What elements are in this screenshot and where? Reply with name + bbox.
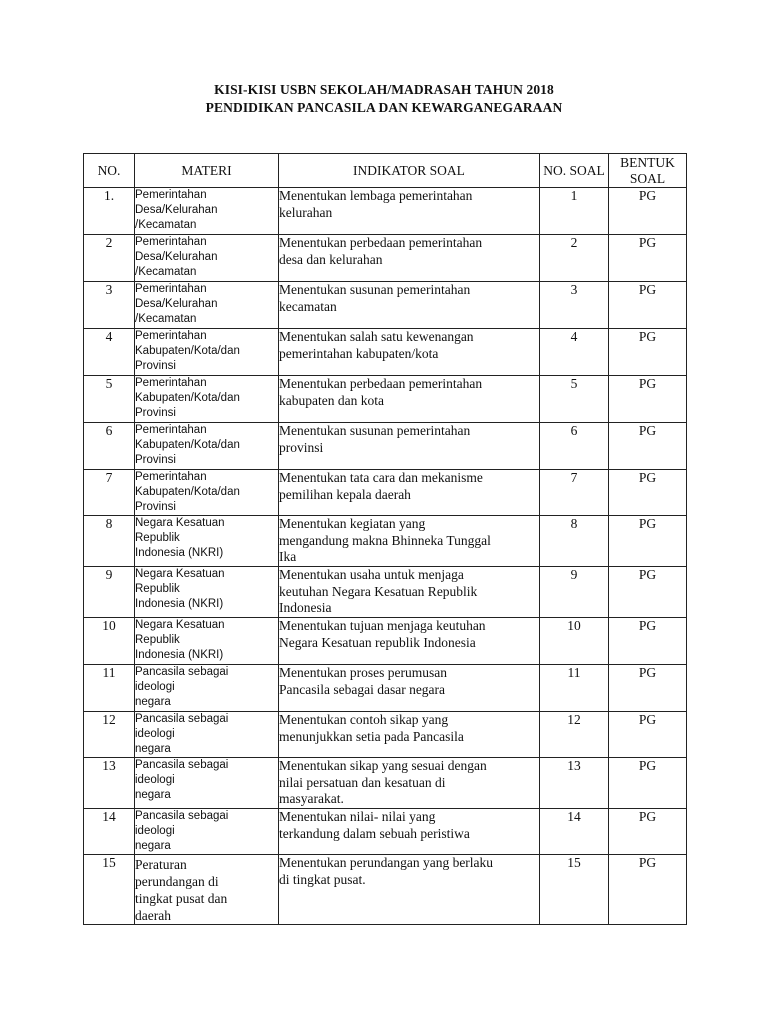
table-row xyxy=(84,855,687,925)
document-title-line1: KISI-KISI USBN SEKOLAH/MADRASAH TAHUN 2018 xyxy=(214,82,554,97)
cell-materi: Negara Kesatuan Republik Indonesia (NKRI) xyxy=(135,618,279,665)
cell-no: 13 xyxy=(84,758,135,809)
cell-no: 8 xyxy=(84,516,135,567)
cell-indikator: Menentukan usaha untuk menjaga keutuhan Negara Kesatuan Republik Indonesia xyxy=(279,567,540,618)
table-header-row xyxy=(84,154,687,188)
cell-indikator: Menentukan susunan pemerintahan provinsi xyxy=(279,423,540,470)
table-row xyxy=(84,758,687,809)
cell-indikator: Menentukan sikap yang sesuai dengan nilai persatuan dan kesatuan di masyarakat. xyxy=(279,758,540,809)
cell-no: 15 xyxy=(84,855,135,925)
cell-bentuk-soal: PG xyxy=(609,376,687,423)
document-title-line2: PENDIDIKAN PANCASILA DAN KEWARGANEGARAAN xyxy=(205,100,563,115)
cell-bentuk-soal: PG xyxy=(609,758,687,809)
table-row xyxy=(84,329,687,376)
table-row xyxy=(84,712,687,758)
cell-indikator: Menentukan nilai- nilai yang terkandung dalam sebuah peristiwa xyxy=(279,809,540,855)
cell-no: 3 xyxy=(84,282,135,329)
cell-materi: Peraturan perundangan di tingkat pusat dan daerah xyxy=(135,855,279,925)
cell-no: 1. xyxy=(84,188,135,235)
cell-bentuk-soal: PG xyxy=(609,188,687,235)
cell-no-soal: 7 xyxy=(540,470,609,516)
cell-indikator: Menentukan lembaga pemerintahan kelurahan xyxy=(279,188,540,235)
cell-no: 10 xyxy=(84,618,135,665)
cell-indikator: Menentukan salah satu kewenangan pemerintahan kabupaten/kota xyxy=(279,329,540,376)
cell-no: 5 xyxy=(84,376,135,423)
cell-no: 9 xyxy=(84,567,135,618)
cell-no-soal: 9 xyxy=(540,567,609,618)
cell-no-soal: 8 xyxy=(540,516,609,567)
cell-no-soal: 2 xyxy=(540,235,609,282)
cell-bentuk-soal: PG xyxy=(609,665,687,712)
cell-materi: Negara Kesatuan Republik Indonesia (NKRI) xyxy=(135,516,279,567)
cell-bentuk-soal: PG xyxy=(609,855,687,925)
cell-no-soal: 4 xyxy=(540,329,609,376)
cell-no-soal: 15 xyxy=(540,855,609,925)
table-row xyxy=(84,282,687,329)
cell-bentuk-soal: PG xyxy=(609,712,687,758)
cell-no: 12 xyxy=(84,712,135,758)
cell-no-soal: 5 xyxy=(540,376,609,423)
cell-materi: Pemerintahan Kabupaten/Kota/dan Provinsi xyxy=(135,376,279,423)
cell-bentuk-soal: PG xyxy=(609,567,687,618)
cell-bentuk-soal: PG xyxy=(609,809,687,855)
header-bentuk-soal: BENTUK SOAL xyxy=(609,154,687,188)
cell-indikator: Menentukan kegiatan yang mengandung makna Bhinneka Tunggal Ika xyxy=(279,516,540,567)
cell-indikator: Menentukan perundangan yang berlaku di tingkat pusat. xyxy=(279,855,540,925)
cell-materi: Pemerintahan Kabupaten/Kota/dan Provinsi xyxy=(135,423,279,470)
cell-bentuk-soal: PG xyxy=(609,423,687,470)
header-no-soal: NO. SOAL xyxy=(540,154,609,188)
cell-no-soal: 14 xyxy=(540,809,609,855)
cell-materi: Pancasila sebagai ideologi negara xyxy=(135,665,279,712)
cell-materi: Pancasila sebagai ideologi negara xyxy=(135,809,279,855)
table-row xyxy=(84,376,687,423)
cell-bentuk-soal: PG xyxy=(609,282,687,329)
table-row xyxy=(84,423,687,470)
cell-bentuk-soal: PG xyxy=(609,470,687,516)
cell-no-soal: 10 xyxy=(540,618,609,665)
cell-no-soal: 1 xyxy=(540,188,609,235)
cell-indikator: Menentukan contoh sikap yang menunjukkan setia pada Pancasila xyxy=(279,712,540,758)
table-row xyxy=(84,470,687,516)
cell-materi: Pemerintahan Kabupaten/Kota/dan Provinsi xyxy=(135,470,279,516)
cell-bentuk-soal: PG xyxy=(609,329,687,376)
cell-no-soal: 3 xyxy=(540,282,609,329)
cell-no: 11 xyxy=(84,665,135,712)
cell-indikator: Menentukan perbedaan pemerintahan kabupaten dan kota xyxy=(279,376,540,423)
cell-materi: Pancasila sebagai ideologi negara xyxy=(135,712,279,758)
cell-materi: Pemerintahan Desa/Kelurahan /Kecamatan xyxy=(135,282,279,329)
cell-indikator: Menentukan tujuan menjaga keutuhan Negara Kesatuan republik Indonesia xyxy=(279,618,540,665)
header-materi: MATERI xyxy=(135,154,279,188)
cell-no: 14 xyxy=(84,809,135,855)
table-row xyxy=(84,516,687,567)
cell-no: 7 xyxy=(84,470,135,516)
cell-no: 4 xyxy=(84,329,135,376)
table-row xyxy=(84,567,687,618)
cell-indikator: Menentukan proses perumusan Pancasila sebagai dasar negara xyxy=(279,665,540,712)
table-row xyxy=(84,235,687,282)
cell-no: 6 xyxy=(84,423,135,470)
table-row xyxy=(84,188,687,235)
header-indikator: INDIKATOR SOAL xyxy=(279,154,540,188)
cell-no-soal: 6 xyxy=(540,423,609,470)
cell-bentuk-soal: PG xyxy=(609,516,687,567)
cell-no-soal: 13 xyxy=(540,758,609,809)
cell-no-soal: 11 xyxy=(540,665,609,712)
cell-materi: Negara Kesatuan Republik Indonesia (NKRI) xyxy=(135,567,279,618)
cell-indikator: Menentukan susunan pemerintahan kecamatan xyxy=(279,282,540,329)
cell-materi: Pemerintahan Kabupaten/Kota/dan Provinsi xyxy=(135,329,279,376)
header-no: NO. xyxy=(84,154,135,188)
cell-bentuk-soal: PG xyxy=(609,618,687,665)
cell-no-soal: 12 xyxy=(540,712,609,758)
cell-no: 2 xyxy=(84,235,135,282)
cell-indikator: Menentukan tata cara dan mekanisme pemilihan kepala daerah xyxy=(279,470,540,516)
cell-materi: Pemerintahan Desa/Kelurahan /Kecamatan xyxy=(135,235,279,282)
cell-bentuk-soal: PG xyxy=(609,235,687,282)
table-row xyxy=(84,618,687,665)
cell-materi: Pancasila sebagai ideologi negara xyxy=(135,758,279,809)
table-row xyxy=(84,809,687,855)
cell-materi: Pemerintahan Desa/Kelurahan /Kecamatan xyxy=(135,188,279,235)
kisi-kisi-table xyxy=(83,153,687,925)
table-row xyxy=(84,665,687,712)
cell-indikator: Menentukan perbedaan pemerintahan desa dan kelurahan xyxy=(279,235,540,282)
